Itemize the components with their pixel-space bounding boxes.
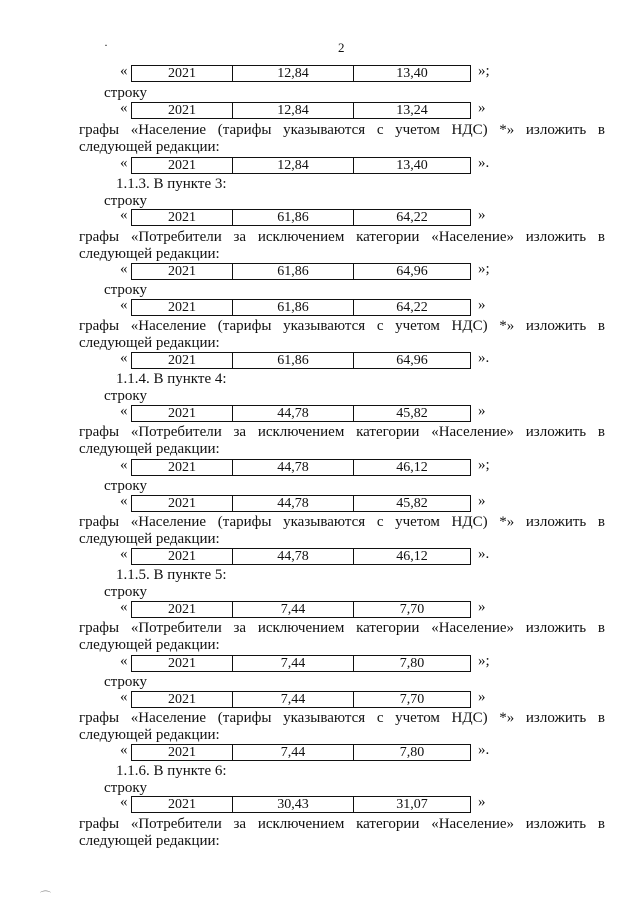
tariff-row-box <box>131 495 471 512</box>
word: с <box>376 514 384 530</box>
open-quote: « <box>120 457 128 473</box>
tariff-row-box <box>131 263 471 280</box>
tariff-row-box <box>131 157 471 174</box>
word: НДС) <box>451 318 488 334</box>
justified-line <box>79 620 605 637</box>
tariff-row-box <box>131 102 471 119</box>
year-cell: 2021 <box>132 210 233 225</box>
open-quote: « <box>120 493 128 509</box>
tariff-row-box <box>131 548 471 565</box>
word: указываются <box>283 318 366 334</box>
value-cell-1: 61,86 <box>233 353 354 368</box>
word: в <box>597 710 605 726</box>
page-number: 2 <box>338 40 345 55</box>
tariff-row-box <box>131 299 471 316</box>
justified-line <box>79 514 605 531</box>
word: изложить <box>525 318 587 334</box>
word: исключением <box>257 816 345 832</box>
text-line: 1.1.3. В пункте 3: <box>116 176 227 192</box>
row-end-punctuation: ». <box>478 350 490 366</box>
row-end-punctuation: » <box>478 794 486 810</box>
word: в <box>597 229 605 245</box>
row-end-punctuation: »; <box>478 653 490 669</box>
value-cell-2: 7,70 <box>399 692 425 707</box>
word: графы <box>79 229 120 245</box>
word: *» <box>499 122 515 138</box>
word: графы <box>79 318 120 334</box>
value-cell-1: 7,44 <box>233 602 354 617</box>
value-cell-2: 46,12 <box>396 460 428 475</box>
row-end-punctuation: » <box>478 403 486 419</box>
word: в <box>597 122 605 138</box>
row-end-punctuation: » <box>478 100 486 116</box>
word: исключением <box>257 229 345 245</box>
value-cell-2: 31,07 <box>396 797 428 812</box>
word: «Население <box>130 710 207 726</box>
year-cell: 2021 <box>132 692 233 707</box>
word: «Население» <box>431 620 515 636</box>
justified-line <box>79 229 605 246</box>
value-cell-1: 44,78 <box>233 496 354 511</box>
tariff-row-box <box>131 796 471 813</box>
word: в <box>597 816 605 832</box>
word: (тарифы <box>217 710 272 726</box>
word: исключением <box>257 620 345 636</box>
tariff-row-box <box>131 601 471 618</box>
stray-mark: · <box>104 38 108 52</box>
value-cell-2: 46,12 <box>396 549 428 564</box>
open-quote: « <box>120 742 128 758</box>
open-quote: « <box>120 207 128 223</box>
text-line: следующей редакции: <box>79 335 220 351</box>
word: «Население <box>130 514 207 530</box>
word: (тарифы <box>217 122 272 138</box>
value-cell-2: 7,70 <box>399 602 425 617</box>
word: изложить <box>525 514 587 530</box>
value-cell-2: 45,82 <box>396 496 428 511</box>
word: изложить <box>525 229 587 245</box>
word: учетом <box>395 710 440 726</box>
value-cell-1: 12,84 <box>233 158 354 173</box>
year-cell: 2021 <box>132 66 233 81</box>
row-end-punctuation: ». <box>478 742 490 758</box>
tariff-row-box <box>131 209 471 226</box>
word: НДС) <box>451 514 488 530</box>
word: категории <box>356 816 420 832</box>
tariff-row-box <box>131 655 471 672</box>
value-cell-2: 13,40 <box>396 158 428 173</box>
value-cell-1: 44,78 <box>233 549 354 564</box>
year-cell: 2021 <box>132 300 233 315</box>
justified-line <box>79 424 605 441</box>
word: исключением <box>257 424 345 440</box>
word: «Потребители <box>130 229 222 245</box>
row-end-punctuation: » <box>478 297 486 313</box>
year-cell: 2021 <box>132 406 233 421</box>
value-cell-2: 45,82 <box>396 406 428 421</box>
text-line: 1.1.5. В пункте 5: <box>116 567 227 583</box>
open-quote: « <box>120 546 128 562</box>
word: «Население <box>130 122 207 138</box>
word: «Население» <box>431 424 515 440</box>
open-quote: « <box>120 155 128 171</box>
value-cell-1: 12,84 <box>233 103 354 118</box>
value-cell-1: 61,86 <box>233 210 354 225</box>
open-quote: « <box>120 100 128 116</box>
value-cell-2: 7,80 <box>399 745 425 760</box>
word: НДС) <box>451 710 488 726</box>
year-cell: 2021 <box>132 103 233 118</box>
open-quote: « <box>120 261 128 277</box>
word: учетом <box>395 122 440 138</box>
word: указываются <box>283 514 366 530</box>
year-cell: 2021 <box>132 745 233 760</box>
value-cell-1: 44,78 <box>233 406 354 421</box>
year-cell: 2021 <box>132 353 233 368</box>
word: за <box>233 424 247 440</box>
word: графы <box>79 710 120 726</box>
text-line: следующей редакции: <box>79 139 220 155</box>
tariff-row-box <box>131 405 471 422</box>
row-end-punctuation: »; <box>478 261 490 277</box>
text-line: следующей редакции: <box>79 727 220 743</box>
word: *» <box>499 514 515 530</box>
justified-line <box>79 318 605 335</box>
value-cell-1: 30,43 <box>233 797 354 812</box>
text-line: строку <box>104 674 147 690</box>
tariff-row-box <box>131 65 471 82</box>
word: «Потребители <box>130 816 222 832</box>
text-line: 1.1.6. В пункте 6: <box>116 763 227 779</box>
value-cell-1: 7,44 <box>233 745 354 760</box>
word: НДС) <box>451 122 488 138</box>
value-cell-1: 61,86 <box>233 300 354 315</box>
word: за <box>233 229 247 245</box>
word: за <box>233 620 247 636</box>
word: учетом <box>395 514 440 530</box>
year-cell: 2021 <box>132 656 233 671</box>
text-line: следующей редакции: <box>79 637 220 653</box>
word: графы <box>79 816 120 832</box>
year-cell: 2021 <box>132 549 233 564</box>
open-quote: « <box>120 403 128 419</box>
justified-line <box>79 122 605 139</box>
row-end-punctuation: ». <box>478 546 490 562</box>
value-cell-1: 61,86 <box>233 264 354 279</box>
justified-line <box>79 816 605 833</box>
word: за <box>233 816 247 832</box>
value-cell-2: 64,96 <box>396 264 428 279</box>
year-cell: 2021 <box>132 496 233 511</box>
word: в <box>597 318 605 334</box>
word: указываются <box>283 710 366 726</box>
word: изложить <box>525 424 587 440</box>
text-line: строку <box>104 282 147 298</box>
open-quote: « <box>120 689 128 705</box>
text-line: следующей редакции: <box>79 833 220 849</box>
value-cell-2: 64,22 <box>396 210 428 225</box>
word: с <box>376 318 384 334</box>
word: графы <box>79 122 120 138</box>
value-cell-1: 7,44 <box>233 656 354 671</box>
word: (тарифы <box>217 318 272 334</box>
word: *» <box>499 710 515 726</box>
open-quote: « <box>120 63 128 79</box>
value-cell-2: 13,24 <box>396 103 428 118</box>
open-quote: « <box>120 350 128 366</box>
word: категории <box>356 424 420 440</box>
year-cell: 2021 <box>132 264 233 279</box>
word: изложить <box>525 122 587 138</box>
text-line: строку <box>104 584 147 600</box>
tariff-row-box <box>131 691 471 708</box>
row-end-punctuation: » <box>478 207 486 223</box>
word: изложить <box>525 710 587 726</box>
word: с <box>376 122 384 138</box>
text-line: 1.1.4. В пункте 4: <box>116 371 227 387</box>
word: *» <box>499 318 515 334</box>
tariff-row-box <box>131 459 471 476</box>
row-end-punctuation: »; <box>478 457 490 473</box>
word: графы <box>79 620 120 636</box>
row-end-punctuation: »; <box>478 63 490 79</box>
word: «Население» <box>431 229 515 245</box>
text-line: следующей редакции: <box>79 246 220 262</box>
tariff-row-box <box>131 744 471 761</box>
word: графы <box>79 514 120 530</box>
word: с <box>376 710 384 726</box>
year-cell: 2021 <box>132 158 233 173</box>
footer-mark: ⌒ <box>40 891 51 903</box>
text-line: следующей редакции: <box>79 441 220 457</box>
tariff-row-box <box>131 352 471 369</box>
open-quote: « <box>120 653 128 669</box>
row-end-punctuation: » <box>478 599 486 615</box>
text-line: строку <box>104 780 147 796</box>
justified-line <box>79 710 605 727</box>
year-cell: 2021 <box>132 797 233 812</box>
text-line: строку <box>104 478 147 494</box>
year-cell: 2021 <box>132 460 233 475</box>
open-quote: « <box>120 599 128 615</box>
year-cell: 2021 <box>132 602 233 617</box>
word: «Население» <box>431 816 515 832</box>
value-cell-2: 13,40 <box>396 66 428 81</box>
open-quote: « <box>120 297 128 313</box>
open-quote: « <box>120 794 128 810</box>
text-line: строку <box>104 193 147 209</box>
word: категории <box>356 229 420 245</box>
word: изложить <box>525 620 587 636</box>
value-cell-1: 44,78 <box>233 460 354 475</box>
value-cell-2: 64,96 <box>396 353 428 368</box>
word: (тарифы <box>217 514 272 530</box>
word: учетом <box>395 318 440 334</box>
word: «Население <box>130 318 207 334</box>
word: графы <box>79 424 120 440</box>
value-cell-1: 12,84 <box>233 66 354 81</box>
row-end-punctuation: » <box>478 493 486 509</box>
row-end-punctuation: ». <box>478 155 490 171</box>
word: указываются <box>283 122 366 138</box>
word: категории <box>356 620 420 636</box>
word: в <box>597 620 605 636</box>
word: в <box>597 514 605 530</box>
word: в <box>597 424 605 440</box>
word: «Потребители <box>130 620 222 636</box>
row-end-punctuation: » <box>478 689 486 705</box>
text-line: следующей редакции: <box>79 531 220 547</box>
value-cell-2: 7,80 <box>399 656 425 671</box>
value-cell-2: 64,22 <box>396 300 428 315</box>
word: изложить <box>525 816 587 832</box>
text-line: строку <box>104 85 147 101</box>
value-cell-1: 7,44 <box>233 692 354 707</box>
text-line: строку <box>104 388 147 404</box>
word: «Потребители <box>130 424 222 440</box>
